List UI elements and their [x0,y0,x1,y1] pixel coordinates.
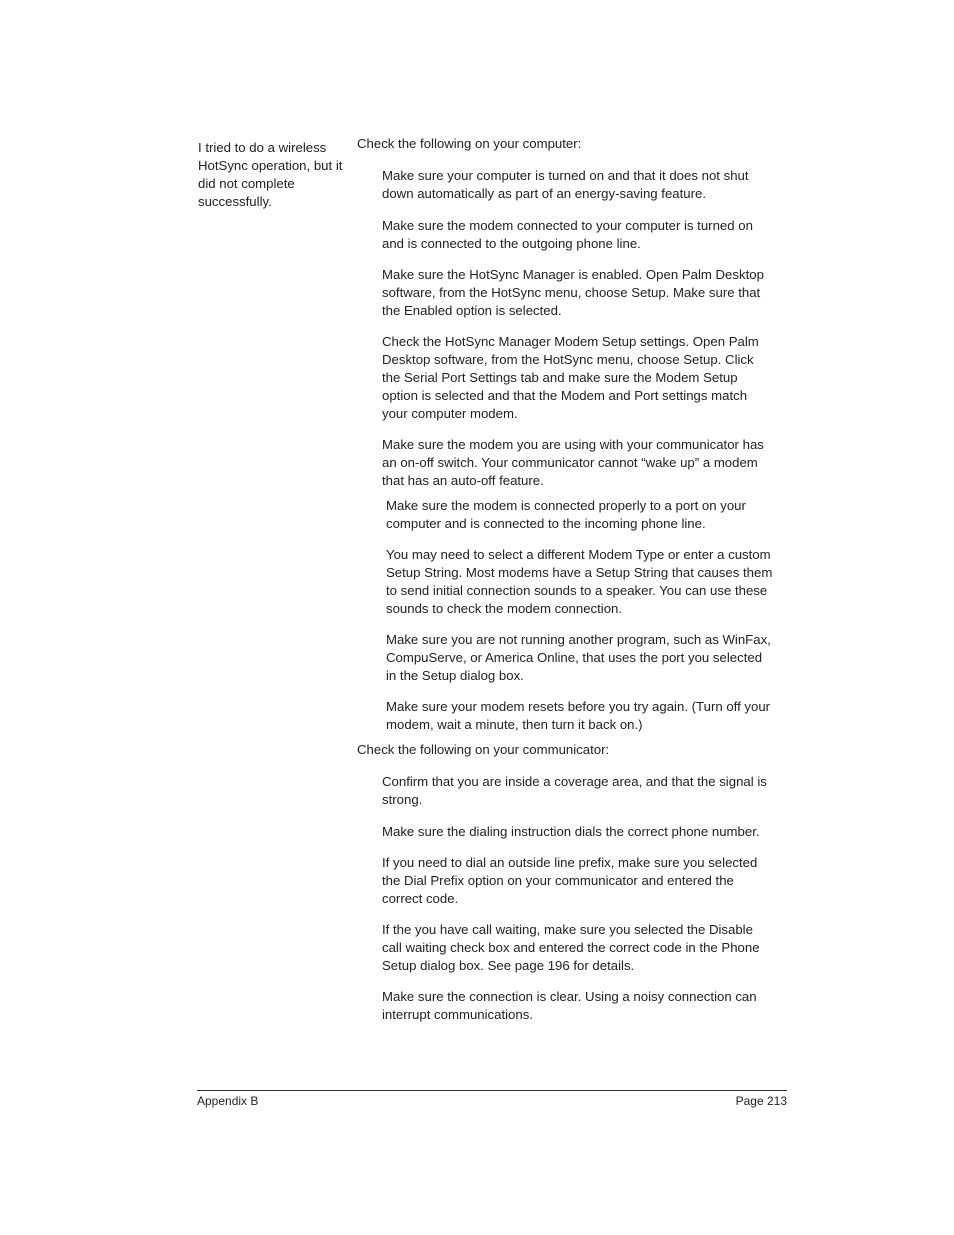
computer-item: Make sure the modem connected to your computer is turned on and is connected to the outgoing phone line. [382,218,753,251]
footer-page-number: Page 213 [735,1094,787,1108]
communicator-item: If you need to dial an outside line prefix, make sure you selected the Dial Prefix option on your communicator and entered the correct code. [382,855,758,906]
computer-item: Make sure your modem resets before you try again. (Turn off your modem, wait a minute, then turn it back on.) [386,699,771,732]
computer-item: Make sure the modem is connected properly to a port on your computer and is connected to the incoming phone line. [386,498,746,531]
computer-item: Check the HotSync Manager Modem Setup settings. Open Palm Desktop software, from the HotSync menu, choose Setup. Click the Serial Port Settings tab and make sure the Modem Setup option is selected and that the Modem and Port settings match your computer modem. [382,334,759,421]
computer-section-intro: Check the following on your computer: [357,136,582,151]
communicator-section-intro: Check the following on your communicator: [357,742,610,757]
computer-item: You may need to select a different Modem Type or enter a custom Setup String. Most modems have a Setup String that causes them to send initial connection sounds to a speaker. You can use these sounds to check the modem connection. [386,547,773,616]
computer-item: Make sure your computer is turned on and that it does not shut down automatically as part of an energy-saving feature. [382,168,749,201]
footer-divider [197,1090,787,1091]
communicator-item: Make sure the dialing instruction dials the correct phone number. [382,824,760,839]
footer-section-label: Appendix B [197,1094,259,1108]
communicator-item: Make sure the connection is clear. Using a noisy connection can interrupt communications. [382,989,757,1022]
computer-item: Make sure the modem you are using with your communicator has an on-off switch. Your communicator cannot “wake up” a modem that has an auto-off feature. [382,437,764,488]
communicator-item: If the you have call waiting, make sure you selected the Disable call waiting check box and entered the correct code in the Phone Setup dialog box. See page 196 for details. [382,922,760,973]
computer-item: Make sure you are not running another program, such as WinFax, CompuServe, or America Online, that uses the port you selected in the Setup dialog box. [386,632,771,683]
computer-item: Make sure the HotSync Manager is enabled. Open Palm Desktop software, from the HotSync menu, choose Setup. Make sure that the Enabled option is selected. [382,267,764,318]
problem-statement: I tried to do a wireless HotSync operation, but it did not complete successfully. [198,140,343,209]
communicator-item: Confirm that you are inside a coverage area, and that the signal is strong. [382,774,767,807]
